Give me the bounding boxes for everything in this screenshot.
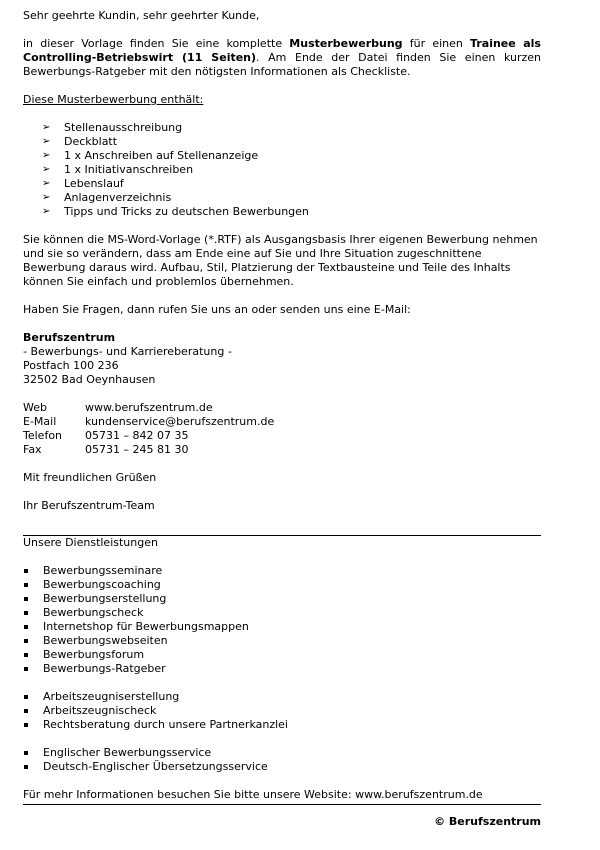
signature: Ihr Berufszentrum-Team <box>23 499 155 512</box>
list-item: Bewerbungserstellung <box>23 592 541 606</box>
arrow-bullet-icon: ➢ <box>42 206 51 217</box>
list-item: ➢ Deckblatt <box>42 135 118 148</box>
square-bullet-icon <box>24 709 28 713</box>
document-page <box>23 9 541 829</box>
contents-list <box>23 121 541 219</box>
contact-row: Telefon 05731 – 842 07 35 <box>23 429 189 442</box>
list-item: Bewerbungs-Ratgeber <box>23 662 541 676</box>
list-item: ➢ 1 x Anschreiben auf Stellenanzeige <box>42 149 259 162</box>
services-heading: Unsere Dienstleistungen <box>23 536 158 549</box>
square-bullet-icon <box>24 625 28 629</box>
square-bullet-icon <box>24 569 28 573</box>
list-item: Bewerbungscoaching <box>23 578 541 592</box>
contact-block <box>23 401 541 457</box>
contact-row: E-Mail kundenservice@berufszentrum.de <box>23 415 275 428</box>
arrow-bullet-icon: ➢ <box>42 192 51 203</box>
square-bullet-icon <box>24 751 28 755</box>
square-bullet-icon <box>24 765 28 769</box>
list-item: Bewerbungsforum <box>23 648 541 662</box>
services-list-2 <box>23 690 541 732</box>
contact-row: Web www.berufszentrum.de <box>23 401 213 414</box>
square-bullet-icon <box>24 695 28 699</box>
list-item: Englischer Bewerbungsservice <box>23 746 541 760</box>
services-list-1 <box>23 564 541 676</box>
list-item: ➢ Anlagenverzeichnis <box>42 191 172 204</box>
address-street: Postfach 100 236 <box>23 359 119 372</box>
questions-paragraph: Haben Sie Fragen, dann rufen Sie uns an oder senden uns eine E-Mail: <box>23 303 411 316</box>
intro-bold-2: Trainee als Controlling-Betriebswirt (11 Seiten) <box>23 37 541 64</box>
square-bullet-icon <box>24 639 28 643</box>
square-bullet-icon <box>24 667 28 671</box>
list-item: ➢ Stellenausschreibung <box>42 121 183 134</box>
list-item: Bewerbungscheck <box>23 606 541 620</box>
greeting: Sehr geehrte Kundin, sehr geehrter Kunde, <box>23 9 260 22</box>
company-tagline: - Bewerbungs- und Karriereberatung - <box>23 345 232 358</box>
square-bullet-icon <box>24 611 28 615</box>
list-item: Bewerbungsseminare <box>23 564 541 578</box>
list-item: Deutsch-Englischer Übersetzungsservice <box>23 760 541 774</box>
square-bullet-icon <box>24 597 28 601</box>
address-block <box>23 331 541 387</box>
list-item: ➢ Tipps und Tricks zu deutschen Bewerbungen <box>42 205 309 218</box>
list-item: ➢ 1 x Initiativanschreiben <box>42 163 194 176</box>
services-list-3 <box>23 746 541 774</box>
usage-paragraph: Sie können die MS-Word-Vorlage (*.RTF) als Ausgangsbasis Ihrer eigenen Bewerbung nehmen und sie so verändern, dass am Ende eine auf Sie und Ihre Situation zugeschnittene Bewerbung daraus wird. Aufbau, Stil, Platzierung der Textbausteine und Teile des Inhalts können Sie einfach und problemlos übernehmen. <box>23 233 538 288</box>
intro-text-2: für einen <box>402 37 471 50</box>
square-bullet-icon <box>24 723 28 727</box>
list-item: Arbeitszeugniserstellung <box>23 690 541 704</box>
arrow-bullet-icon: ➢ <box>42 150 51 161</box>
intro-text-1: in dieser Vorlage finden Sie eine komplette <box>23 37 290 50</box>
list-item: Bewerbungswebseiten <box>23 634 541 648</box>
list-item: Rechtsberatung durch unsere Partnerkanzlei <box>23 718 541 732</box>
copyright: © Berufszentrum <box>434 815 541 828</box>
list-item: Internetshop für Bewerbungsmappen <box>23 620 541 634</box>
list-item: ➢ Lebenslauf <box>42 177 124 190</box>
square-bullet-icon <box>24 583 28 587</box>
arrow-bullet-icon: ➢ <box>42 122 51 133</box>
square-bullet-icon <box>24 653 28 657</box>
intro-bold-1: Musterbewerbung <box>289 37 403 50</box>
intro-paragraph <box>23 37 541 79</box>
company-name: Berufszentrum <box>23 331 116 344</box>
arrow-bullet-icon: ➢ <box>42 164 51 175</box>
intro-text-3: . Am Ende der Datei finden Sie einen kurzen Bewerbungs-Ratgeber mit den nötigsten Informationen als Checkliste. <box>23 51 541 78</box>
contents-heading: Diese Musterbewerbung enthält: <box>23 93 204 106</box>
arrow-bullet-icon: ➢ <box>42 178 51 189</box>
closing: Mit freundlichen Grüßen <box>23 471 157 484</box>
address-city: 32502 Bad Oeynhausen <box>23 373 156 386</box>
list-item: Arbeitszeugnischeck <box>23 704 541 718</box>
contact-row: Fax 05731 – 245 81 30 <box>23 443 189 456</box>
more-info: Für mehr Informationen besuchen Sie bitte unsere Website: www.berufszentrum.de <box>23 788 483 801</box>
arrow-bullet-icon: ➢ <box>42 136 51 147</box>
